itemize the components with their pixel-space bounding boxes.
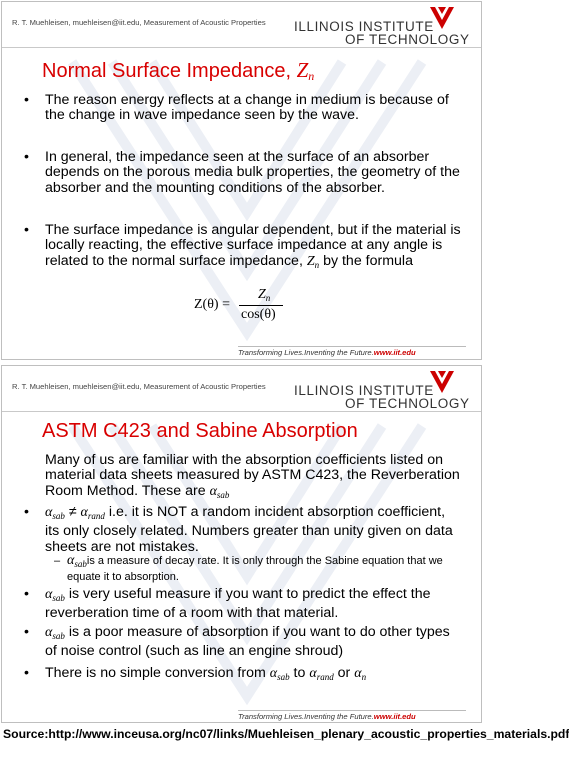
logo-line2: OF TECHNOLOGY	[345, 32, 470, 47]
iit-logo	[291, 4, 481, 46]
iit-logo-mark-icon	[429, 5, 455, 31]
bullet-item: • $\alpha_{sab}$ is very useful measure if you want to predict the effect the reverberation time of a room with that material.	[24, 586, 431, 622]
footer-tagline: Transforming Lives.Inventing the Future.www.iit.edu	[238, 712, 416, 721]
bullet-item: • In general, the impedance seen at the surface of an absorber depends on the porous media bulk properties, the geometry of the absorber and the mounting conditions of the absorber.	[24, 149, 460, 196]
header-divider	[2, 47, 481, 48]
footer-divider	[238, 710, 466, 711]
footer-tagline: Transforming Lives.Inventing the Future.www.iit.edu	[238, 348, 416, 357]
source-citation: Source:http://www.inceusa.org/nc07/links/Muehleisen_plenary_acoustic_properties_materials.pdf	[3, 727, 569, 741]
bullet-item: • The reason energy reflects at a change in medium is because of the change in wave impedance seen by the wave.	[24, 92, 449, 124]
logo-line1: ILLINOIS INSTITUTE	[294, 383, 434, 398]
header-divider	[2, 411, 481, 412]
logo-line1: ILLINOIS INSTITUTE	[294, 19, 434, 34]
bullet-item: • $\alpha_{sab}$ is a poor measure of absorption if you want to do other types of noise control (such as line an engine shroud)	[24, 624, 450, 660]
intro-paragraph: Many of us are familiar with the absorption coefficients listed on material data sheets measured by ASTM C423, the Reverberation Room Method. These are $\alpha_{sab}$	[45, 452, 460, 500]
iit-logo-mark-icon	[429, 369, 455, 395]
slide-normal-surface-impedance	[1, 1, 482, 360]
footer-divider	[238, 346, 466, 347]
bullet-item: • $\alpha_{sab} \ne \alpha_{rand}$ i.e. it is NOT a random incident absorption coefficient, its only closely related. Numbers greater than unity given on data sheets are not mistakes.	[24, 504, 453, 555]
bullet-item: • The surface impedance is angular dependent, but if the material is locally reacting, the effective surface impedance at any angle is related to the normal surface impedance, $Z_n$ by the formula	[24, 222, 461, 270]
slide-astm-c423-sabine: R. T. Muehleisen, muehleisen@iit.edu, Measurement of Acoustic Properties ILLINOIS INSTITUTE OF TECHNOLOGY ASTM C423 and Sabine Absorption Many of us are familiar with the absorption coefficients listed on material data sheets measured by ASTM C423, the Reverberation Room Method. These are $\alpha_{sab}$ • $\alpha_{sab} \ne \alpha_{rand}$ i.e. it is NOT a random incident absorption coefficient, its only closely related. Numbers greater than unity given on data sheets are not mistakes. – $\alpha_{sab}is$ a measure of decay rate. It is only through the Sabine equation that we equate it to absorption. • $\alpha_{sab}$ is very useful measure if you want to predict the effect the reverberation time of a room with that material. • $\alpha_{sab}$ is a poor measure of absorption if you want to do other types of noise control (such as line an engine shroud) • There is no simple conversion from $\alpha_{sab}$ to $\alpha_{rand}$ or $\alpha_n$ Transforming Lives.Inventing the Future.www.iit.edu	[1, 365, 482, 723]
slide-title: Normal Surface Impedance, $Z_n$	[42, 58, 315, 83]
iit-logo	[291, 368, 481, 410]
bullet-item: • There is no simple conversion from $\alpha_{sab}$ to $\alpha_{rand}$ or $\alpha_n$	[24, 665, 367, 682]
slide-title: ASTM C423 and Sabine Absorption	[42, 420, 358, 442]
impedance-formula: Z(θ) = $Z_n$ cos(θ)	[194, 287, 294, 327]
header-author: R. T. Muehleisen, muehleisen@iit.edu, Measurement of Acoustic Properties	[12, 382, 266, 391]
header-author: R. T. Muehleisen, muehleisen@iit.edu, Measurement of Acoustic Properties	[12, 18, 266, 27]
logo-line2: OF TECHNOLOGY	[345, 396, 470, 411]
